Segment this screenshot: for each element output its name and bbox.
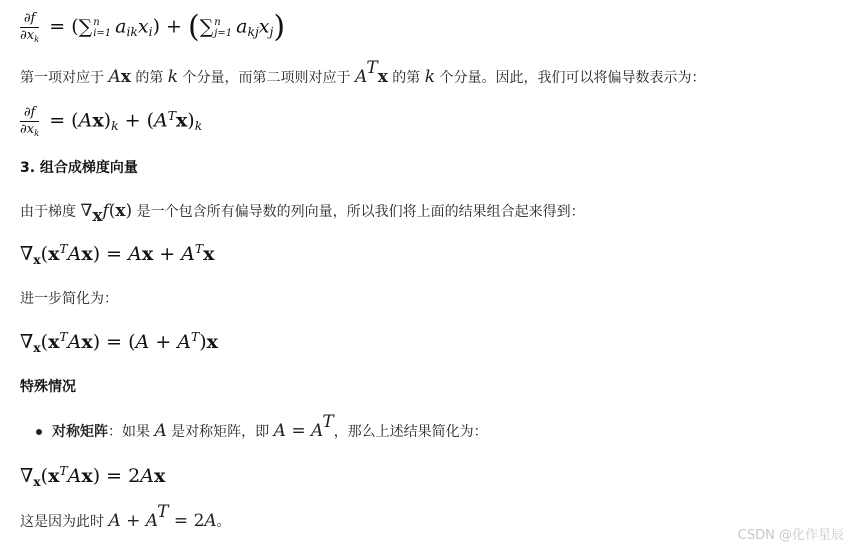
- math-A: A: [181, 243, 195, 265]
- big-open-paren: (: [188, 9, 200, 45]
- text-span: 。: [216, 514, 231, 530]
- equals-sign: =: [285, 421, 311, 441]
- sum-symbol: ∑: [78, 15, 93, 38]
- plus-sign: +: [120, 511, 146, 531]
- math-x-bold: x: [81, 465, 93, 487]
- watermark: CSDN @化作星辰: [737, 528, 844, 543]
- text-span: 是一个包含所有偏导数的列向量，所以我们将上面的结果组合起来得到：: [132, 204, 585, 220]
- math-x-bold: x: [377, 67, 388, 87]
- sub-k: k: [194, 119, 203, 134]
- math-x-bold: x: [153, 465, 166, 487]
- text-span: 个分量。因此，我们可以将偏导数表示为：: [435, 70, 706, 86]
- equation-gradient-full: [20, 240, 214, 268]
- math-transpose: T: [322, 411, 334, 432]
- text-span: 的第: [130, 70, 168, 86]
- math-A: A: [355, 67, 367, 87]
- nabla-sub-x: x: [92, 206, 103, 227]
- plus-sign: +: [153, 243, 182, 265]
- coef-a-2: a: [236, 15, 248, 38]
- sum-lower-2: j=1: [214, 27, 233, 39]
- paragraph-gradient: [20, 201, 585, 227]
- math-x-bold: x: [120, 67, 131, 87]
- bullet-dot-icon: [36, 429, 42, 435]
- math-x-bold: x: [48, 243, 60, 265]
- math-k: k: [424, 67, 436, 87]
- fraction-df-dxk: [20, 106, 39, 137]
- paragraph-simplify: 进一步简化为：: [20, 291, 118, 307]
- math-A: A: [128, 243, 142, 265]
- plus-sign: +: [160, 15, 188, 38]
- equals-sign: =: [43, 15, 72, 38]
- open-paren: (: [40, 331, 49, 353]
- fraction-numerator: ∂f: [20, 12, 39, 28]
- nabla-symbol: ∇: [20, 331, 34, 353]
- open-paren: (: [40, 465, 49, 487]
- bullet-item-symmetric: [36, 411, 488, 442]
- var-x-sub: i: [148, 25, 153, 40]
- sum-symbol-2: ∑: [199, 15, 214, 38]
- math-x-bold: x: [81, 331, 93, 353]
- equation-gradient-symmetric: [20, 462, 165, 490]
- bullet-label: 对称矩阵: [52, 424, 108, 440]
- math-A: A: [145, 511, 158, 531]
- nabla-symbol: ∇: [20, 465, 34, 487]
- math-x-bold: x: [48, 331, 60, 353]
- plus-sign: +: [149, 331, 178, 353]
- nabla-symbol: ∇: [80, 201, 93, 221]
- math-transpose: T: [191, 330, 200, 345]
- math-x-bold: x: [81, 243, 93, 265]
- math-x-bold: x: [141, 243, 154, 265]
- text-span: 个分量，而第二项则对应于: [178, 70, 355, 86]
- math-transpose: T: [366, 57, 378, 78]
- coef-a: a: [115, 15, 127, 38]
- sum-lower: i=1: [93, 27, 112, 39]
- plus-open: + (: [118, 109, 154, 132]
- sum-upper-2: n: [214, 16, 221, 28]
- math-f: f: [102, 201, 109, 221]
- close-paren: ): [125, 201, 133, 221]
- open-paren: (: [71, 15, 79, 38]
- math-A: A: [67, 331, 82, 353]
- nabla-sub-x: x: [33, 251, 41, 267]
- equals-sign: =: [100, 243, 129, 265]
- equals-sign: =: [100, 465, 129, 487]
- math-x-bold: x: [48, 465, 60, 487]
- fraction-den-sub: k: [34, 127, 40, 138]
- math-A: A: [177, 331, 191, 353]
- section-heading-special-case: 特殊情况: [20, 379, 76, 395]
- close-paren: ): [152, 15, 160, 38]
- open-paren: (: [40, 243, 49, 265]
- text-span: ：如果: [108, 424, 155, 440]
- text-span: 第一项对应于: [20, 70, 109, 86]
- var-x: x: [137, 15, 149, 38]
- fraction-den-sub: k: [34, 33, 40, 44]
- text-span: 的第: [387, 70, 425, 86]
- equation-partial-result: [20, 106, 202, 137]
- paragraph-components: [20, 57, 706, 88]
- math-x-bold: x: [92, 109, 104, 132]
- fraction-den-base: ∂x: [20, 122, 35, 137]
- nabla-symbol: ∇: [20, 243, 34, 265]
- math-A: A: [67, 465, 82, 487]
- text-span: 由于梯度: [20, 204, 81, 220]
- text-span: 是对称矩阵，即: [166, 424, 274, 440]
- equals-open: = (: [100, 331, 136, 353]
- sub-k: k: [111, 119, 119, 134]
- var-x-2: x: [258, 15, 270, 38]
- fraction-den-base: ∂x: [20, 28, 35, 43]
- sum-limits-1: [93, 17, 111, 39]
- math-A: A: [310, 421, 323, 441]
- equation-gradient-simplified: [20, 328, 218, 356]
- math-transpose: T: [194, 242, 204, 257]
- nabla-sub-x: x: [33, 473, 41, 489]
- equation-partial-derivative: [20, 9, 286, 45]
- math-x-bold: x: [175, 109, 188, 132]
- open-paren: (: [108, 201, 116, 221]
- paragraph-reason: [20, 501, 231, 532]
- math-A: A: [67, 243, 82, 265]
- fraction-df-dxk: [20, 12, 39, 43]
- math-two: 2: [193, 511, 205, 531]
- var-x-sub-2: j: [269, 25, 274, 40]
- math-transpose: T: [59, 242, 68, 257]
- text-span: ，那么上述结果简化为：: [333, 424, 488, 440]
- coef-a-sub: ik: [126, 25, 138, 40]
- math-A: A: [140, 465, 154, 487]
- math-A: A: [108, 511, 121, 531]
- math-transpose: T: [157, 501, 169, 522]
- equals-open: = (: [43, 109, 79, 132]
- math-k: k: [167, 67, 179, 87]
- math-transpose: T: [167, 108, 176, 123]
- sum-upper: n: [93, 16, 100, 28]
- close-paren: ): [92, 465, 101, 487]
- close-paren: ): [92, 243, 101, 265]
- math-two: 2: [128, 465, 141, 487]
- fraction-numerator: ∂f: [20, 106, 39, 122]
- math-A: A: [204, 511, 217, 531]
- nabla-sub-x: x: [33, 339, 41, 355]
- sum-limits-2: [214, 17, 232, 39]
- text-span: 这是因为此时: [20, 514, 109, 530]
- math-x-bold: x: [115, 201, 126, 221]
- math-transpose: T: [59, 330, 68, 345]
- close-paren: ): [92, 331, 101, 353]
- big-close-paren: ): [273, 9, 286, 45]
- math-x-bold: x: [203, 243, 215, 265]
- math-A: A: [78, 109, 93, 132]
- math-transpose: T: [59, 464, 68, 479]
- section-heading-combine: 3. 组合成梯度向量: [20, 160, 138, 176]
- math-A: A: [154, 109, 168, 132]
- math-x-bold: x: [206, 331, 218, 353]
- close-paren: ): [199, 331, 207, 353]
- math-A: A: [273, 421, 286, 441]
- math-A: A: [108, 67, 121, 87]
- math-A: A: [154, 421, 167, 441]
- math-A: A: [135, 331, 150, 353]
- equals-sign: =: [168, 511, 194, 531]
- close-paren: ): [187, 109, 195, 132]
- fraction-denominator: [20, 122, 39, 137]
- fraction-denominator: [20, 28, 39, 43]
- close-paren: ): [103, 109, 112, 132]
- coef-a-sub-2: kj: [247, 25, 259, 40]
